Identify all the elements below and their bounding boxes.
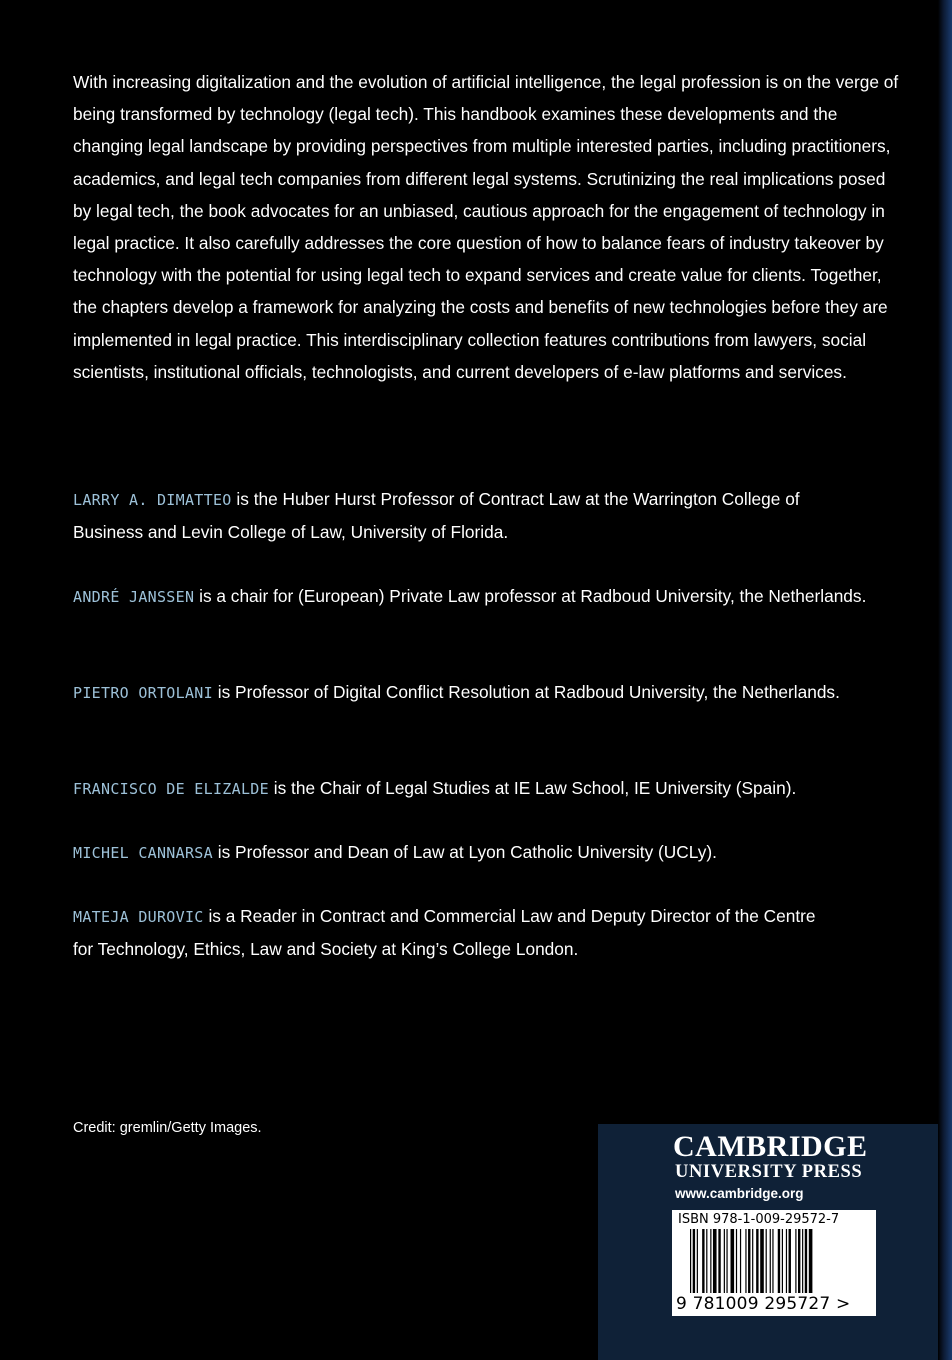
editor-name: FRANCISCO DE ELIZALDE xyxy=(73,780,269,798)
editor-bio-text: is a chair for (European) Private Law professor at Radboud University, the Netherlands. xyxy=(194,586,867,606)
image-credit: Credit: gremlin/Getty Images. xyxy=(73,1120,262,1136)
barcode-bars xyxy=(690,1229,860,1293)
barcode-bar xyxy=(772,1229,773,1293)
publisher-name: CAMBRIDGE xyxy=(673,1130,868,1163)
editor-bio-text: is Professor of Digital Conflict Resolution at Radboud University, the Netherlands. xyxy=(212,682,840,702)
barcode-bar xyxy=(766,1229,767,1293)
editor-bio xyxy=(73,676,873,709)
editor-name: MICHEL CANNARSA xyxy=(73,844,213,862)
barcode-bar xyxy=(802,1229,803,1293)
editor-name: PIETRO ORTOLANI xyxy=(73,684,213,702)
barcode xyxy=(672,1210,876,1316)
barcode-bar xyxy=(782,1229,783,1293)
editor-bio xyxy=(73,836,873,869)
barcode-bar xyxy=(805,1229,807,1293)
cover-edge xyxy=(938,0,952,1360)
barcode-bar xyxy=(718,1229,720,1293)
editor-bio-text: is the Chair of Legal Studies at IE Law School, IE University (Spain). xyxy=(268,778,797,798)
publisher-subtitle: UNIVERSITY PRESS xyxy=(675,1162,863,1182)
barcode-bar xyxy=(760,1229,764,1293)
editor-bio xyxy=(73,483,873,548)
barcode-bar xyxy=(798,1229,800,1293)
barcode-bar xyxy=(809,1229,813,1293)
book-description: With increasing digitalization and the evolution of artificial intelligence, the legal profession is on the verge of being transformed by technology (legal tech). This handbook examines these developments and the changing legal landscape by providing perspectives from multiple interested parties, including practitioners, academics, and legal tech companies from different legal systems. Scrutinizing the real implications posed by legal tech, the book advocates for an unbiased, cautious approach for the engagement of technology in legal practice. It also carefully addresses the core question of how to balance fears of industry takeover by technology with the potential for using legal tech to expand services and create value for clients. Together, the chapters develop a framework for analyzing the costs and benefits of new technologies before they are implemented in legal practice. This interdisciplinary collection features contributions from lawyers, social scientists, institutional officials, technologists, and current developers of e-law platforms and services. xyxy=(73,72,899,382)
editor-bio xyxy=(73,580,873,613)
barcode-bar xyxy=(736,1229,737,1293)
barcode-bar xyxy=(740,1229,741,1293)
barcode-bar xyxy=(795,1229,796,1293)
publisher-panel xyxy=(598,1124,938,1360)
isbn-digits: 9 781009 295727 > xyxy=(676,1294,851,1314)
barcode-bar xyxy=(690,1229,691,1293)
barcode-bar xyxy=(726,1229,727,1293)
editor-bio xyxy=(73,900,833,965)
barcode-bar xyxy=(693,1229,695,1293)
editor-name: LARRY A. DIMATTEO xyxy=(73,491,232,509)
barcode-bar xyxy=(770,1229,771,1293)
barcode-bar xyxy=(752,1229,753,1293)
editor-bio-text: is a Reader in Contract and Commercial Law and Deputy Director of the Centre for Technology, Ethics, Law and Society at King’s College London. xyxy=(73,906,816,960)
editor-bio xyxy=(73,772,913,805)
editor-name: ANDRÉ JANSSEN xyxy=(73,588,195,606)
isbn-label: ISBN 978-1-009-29572-7 xyxy=(678,1212,840,1227)
barcode-bar xyxy=(697,1229,698,1293)
editor-name: MATEJA DUROVIC xyxy=(73,908,204,926)
barcode-bar xyxy=(702,1229,704,1293)
barcode-bar xyxy=(789,1229,791,1293)
barcode-bar xyxy=(778,1229,780,1293)
barcode-bar xyxy=(786,1229,787,1293)
barcode-bar xyxy=(713,1229,717,1293)
barcode-bar xyxy=(710,1229,711,1293)
barcode-bar xyxy=(731,1229,735,1293)
publisher-url: www.cambridge.org xyxy=(675,1186,804,1201)
editor-bio-text: is Professor and Dean of Law at Lyon Catholic University (UCLy). xyxy=(212,842,717,862)
barcode-bar xyxy=(756,1229,758,1293)
barcode-bar xyxy=(745,1229,746,1293)
barcode-bar xyxy=(706,1229,707,1293)
barcode-bar xyxy=(748,1229,750,1293)
editor-bio-text: is the Huber Hurst Professor of Contract Law at the Warrington College of Business and Levin College of Law, University of Florida. xyxy=(73,489,800,543)
barcode-bar xyxy=(724,1229,725,1293)
